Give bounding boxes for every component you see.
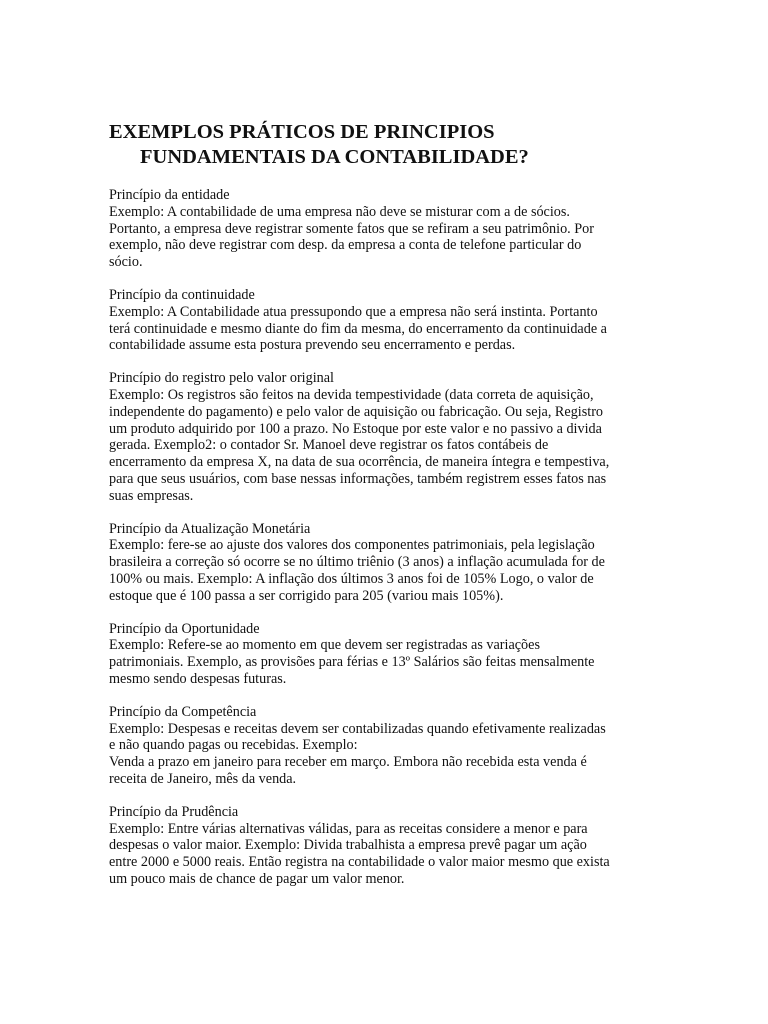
section-line: Exemplo: A contabilidade de uma empresa não deve se misturar com a de sócios. <box>109 203 570 220</box>
section-line: Exemplo: fere-se ao ajuste dos valores dos componentes patrimoniais, pela legislação <box>109 537 595 554</box>
section-heading: Princípio da continuidade <box>109 286 255 303</box>
section-heading: Princípio da entidade <box>109 187 230 203</box>
section-line: Exemplo: Os registros são feitos na devida tempestividade (data correta de aquisição, <box>109 386 594 403</box>
section-heading: Princípio do registro pelo valor original <box>109 370 334 387</box>
section-heading: Princípio da Prudência <box>109 803 239 820</box>
document-body <box>109 187 669 904</box>
section-principio-competencia <box>109 704 669 788</box>
section-line: um pouco mais de chance de pagar um valor menor. <box>109 870 405 887</box>
section-line: sócio. <box>109 254 143 271</box>
section-heading: Princípio da Oportunidade <box>109 620 260 637</box>
section-line: 100% ou mais. Exemplo: A inflação dos últimos 3 anos foi de 105% Logo, o valor de <box>109 570 594 587</box>
section-principio-continuidade <box>109 287 669 354</box>
section-principio-atualizacao-monetaria <box>109 521 669 605</box>
title-line: FUNDAMENTAIS DA CONTABILIDADE? <box>140 146 529 168</box>
section-line: um produto adquirido por 100 a prazo. No Estoque por este valor e no passivo a divida <box>109 420 602 437</box>
section-principio-entidade <box>109 187 669 271</box>
section-principio-registro-valor-original <box>109 370 669 504</box>
section-principio-prudencia <box>109 804 669 888</box>
section-line: Venda a prazo em janeiro para receber em março. Embora não recebida esta venda é <box>109 754 587 771</box>
title-line: EXEMPLOS PRÁTICOS DE PRINCIPIOS <box>109 121 495 143</box>
section-line: entre 2000 e 5000 reais. Então registra na contabilidade o valor maior mesmo que exista <box>109 854 610 871</box>
section-line: exemplo, não deve registrar com desp. da empresa a conta de telefone particular do <box>109 237 582 254</box>
section-line: receita de Janeiro, mês da venda. <box>109 770 297 787</box>
section-line: gerada. Exemplo2: o contador Sr. Manoel deve registrar os fatos contábeis de <box>109 437 549 454</box>
section-line: e não quando pagas ou recebidas. Exemplo: <box>109 737 358 754</box>
section-line: patrimoniais. Exemplo, as provisões para férias e 13º Salários são feitas mensalmente <box>109 654 595 671</box>
section-line: mesmo sendo despesas futuras. <box>109 670 287 687</box>
section-line: encerramento da empresa X, na data de sua ocorrência, de maneira íntegra e tempestiva, <box>109 454 610 471</box>
section-line: Exemplo: A Contabilidade atua pressupondo que a empresa não será instinta. Portanto <box>109 303 598 320</box>
section-line: Portanto, a empresa deve registrar somente fatos que se refiram a seu patrimônio. Por <box>109 220 594 237</box>
section-line: contabilidade assume esta postura prevendo seu encerramento e perdas. <box>109 337 516 354</box>
section-line: despesas o valor maior. Exemplo: Divida trabalhista a empresa prevê pagar um ação <box>109 837 587 854</box>
section-line: estoque que é 100 passa a ser corrigido para 205 (variou mais 105%). <box>109 587 504 604</box>
section-line: independente do pagamento) e pelo valor de aquisição ou fabricação. Ou seja, Registro <box>109 403 604 420</box>
section-line: para que seus usuários, com base nessas informações, também registrem esses fatos nas <box>109 470 607 487</box>
section-line: terá continuidade e mesmo diante do fim da mesma, do encerramento da continuidade a <box>109 320 607 337</box>
section-heading: Princípio da Competência <box>109 703 257 720</box>
section-line: brasileira a correção só ocorre se no último triênio (3 anos) a inflação acumulada for de <box>109 554 605 571</box>
section-line: Exemplo: Despesas e receitas devem ser contabilizadas quando efetivamente realizadas <box>109 720 606 737</box>
section-principio-oportunidade <box>109 621 669 688</box>
section-heading: Princípio da Atualização Monetária <box>109 520 311 537</box>
section-line: suas empresas. <box>109 487 194 504</box>
section-line: Exemplo: Refere-se ao momento em que devem ser registradas as variações <box>109 637 540 654</box>
section-line: Exemplo: Entre várias alternativas válidas, para as receitas considere a menor e para <box>109 820 588 837</box>
document-title <box>109 120 669 170</box>
